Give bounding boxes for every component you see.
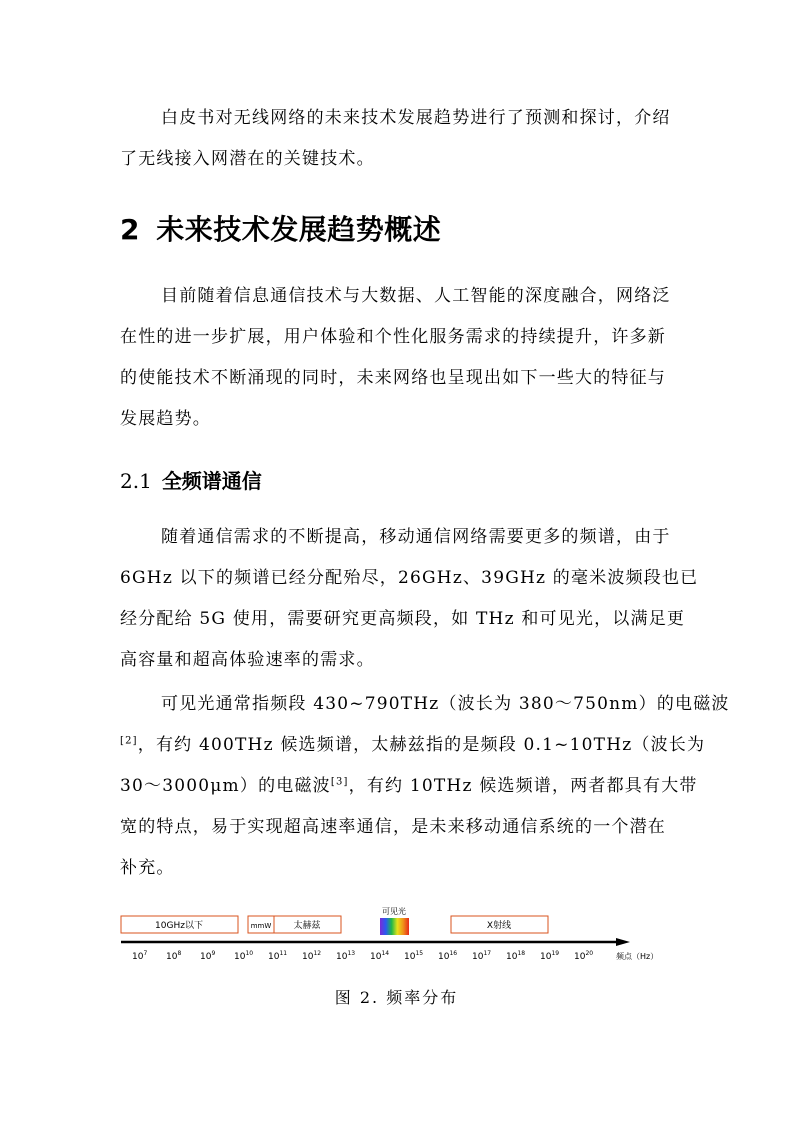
text-line: 可见光通常指频段 430~790THz（波长为 380～750nm）的电磁波: [161, 694, 730, 714]
tick-label: $10^{13}$: [336, 950, 356, 962]
band-label: 太赫兹: [293, 921, 321, 931]
paragraph-1: [120, 517, 699, 681]
citation-ref[interactable]: [3]: [330, 776, 349, 788]
band-xray: [451, 916, 548, 933]
text-line: 目前随着信息通信技术与大数据、人工智能的深度融合，网络泛: [161, 286, 671, 306]
tick-label: $10^9$: [200, 950, 216, 962]
text-line: 的使能技术不断涌现的同时，未来网络也呈现出如下一些大的特征与: [120, 368, 666, 388]
tick-label: $10^8$: [166, 950, 182, 962]
tick-label: $10^{12}$: [302, 950, 322, 962]
citation-ref[interactable]: [2]: [120, 735, 138, 747]
intro-paragraph: [120, 98, 673, 180]
text-line: 在性的进一步扩展，用户体验和个性化服务需求的持续提升，许多新: [120, 327, 666, 347]
tick-label: $10^{18}$: [506, 950, 526, 962]
band-label: 10GHz以下: [155, 921, 203, 931]
text-segment: ，有约 400THz 候选频谱，太赫兹指的是频段 0.1~10THz（波长为: [137, 735, 706, 755]
text-line: 随着通信需求的不断提高，移动通信网络需要更多的频谱，由于: [161, 527, 671, 547]
text-line: 补充。: [120, 858, 175, 878]
tick-label: $10^{19}$: [540, 950, 560, 962]
text-line: 白皮书对无线网络的未来技术发展趋势进行了预测和探讨，介绍: [161, 108, 671, 128]
axis-arrow-icon: [616, 938, 630, 946]
subsection-heading: [120, 465, 262, 494]
text-line: 6GHz 以下的频谱已经分配殆尽，26GHz、39GHz 的毫米波频段也已: [120, 568, 699, 588]
tick-label: $10^{20}$: [574, 950, 594, 962]
text-line: 发展趋势。: [120, 409, 211, 429]
band-terahertz: [274, 916, 341, 933]
tick-labels: [132, 950, 593, 962]
section-heading: [120, 208, 441, 248]
band-10ghz: [121, 916, 238, 933]
band-label: mmW: [250, 922, 272, 930]
subsection-number: 2.1: [120, 469, 152, 493]
section-title: 未来技术发展趋势概述: [156, 213, 442, 246]
tick-label: $10^{16}$: [438, 950, 458, 962]
section-paragraph: [120, 276, 673, 440]
axis-label: 频点（Hz）: [616, 952, 659, 961]
paragraph-2: [120, 684, 730, 889]
tick-label: $10^7$: [132, 950, 148, 962]
tick-label: $10^{15}$: [404, 950, 424, 962]
band-visible-light: [380, 906, 409, 935]
band-label: X射线: [486, 921, 512, 931]
text-segment: 30～3000μm）的电磁波: [120, 776, 331, 796]
frequency-figure: [0, 905, 793, 965]
text-line: 了无线接入网潜在的关键技术。: [120, 149, 375, 169]
tick-label: $10^{14}$: [370, 950, 390, 962]
text-segment: ，有约 10THz 候选频谱，两者都具有大带: [348, 776, 698, 796]
text-line: [120, 725, 706, 766]
tick-label: $10^{10}$: [234, 950, 254, 962]
subsection-title: 全频谱通信: [161, 469, 262, 493]
tick-label: $10^{11}$: [268, 950, 288, 962]
text-line: [120, 766, 698, 807]
figure-caption: 图 2. 频率分布: [334, 988, 459, 1007]
band-mmw: [248, 916, 274, 933]
text-line: 经分配给 5G 使用，需要研究更高频段，如 THz 和可见光，以满足更: [120, 609, 686, 629]
band-label: 可见光: [382, 907, 406, 916]
text-line: 宽的特点，易于实现超高速率通信，是未来移动通信系统的一个潜在: [120, 817, 666, 837]
text-line: 高容量和超高体验速率的需求。: [120, 650, 375, 670]
section-number: 2: [120, 213, 140, 246]
tick-label: $10^{17}$: [472, 950, 492, 962]
